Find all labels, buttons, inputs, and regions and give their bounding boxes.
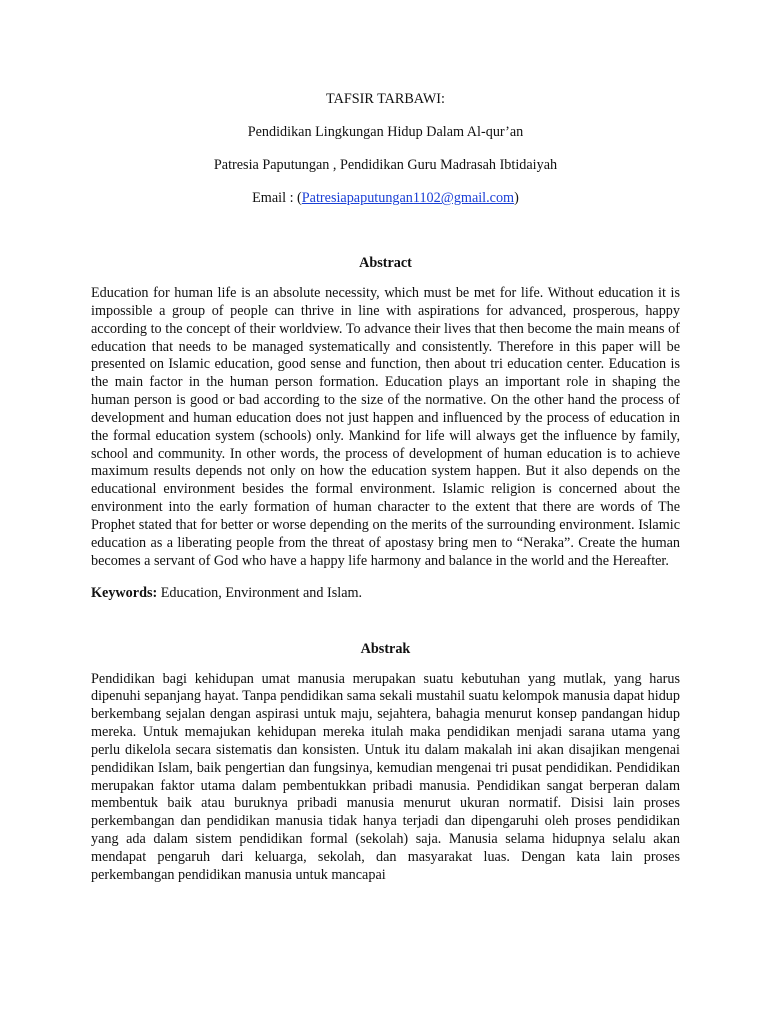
email-suffix: ) <box>514 190 519 206</box>
email-link[interactable]: Patresiapaputungan1102@gmail.com <box>301 190 515 206</box>
abstrak-text: Pendidikan bagi kehidupan umat manusia merupakan suatu kebutuhan yang mutlak, yang harus dipenuhi sepanjang hayat. Tanpa pendidikan sama sekali mustahil suatu kelompok manusia dapat hidup berkembang sejalan dengan aspirasi untuk maju, sejahtera, bahagia menurut konsep pandangan hidup mereka. Untuk memajukan kehidupan mereka itulah maka pendidikan menjadi sarana utama yang perlu dikelola secara sistematis dan konsisten. Untuk itu dalam makalah ini akan disajikan mengenai pendidikan Islam, baik pengertian dan fungsinya, kemudian mengenai tri pusat pendidikan. Pendidikan merupakan faktor utama dalam pembentukkan pribadi manusia. Pendidikan sangat berperan dalam membentuk baik atau buruknya pribadi manusia menurut ukuran normatif. Disisi lain proses perkembangan dan pendidikan manusia tidak hanya terjadi dan dipengaruhi oleh proses pendidikan yang ada dalam sistem pendidikan formal (sekolah) saja. Manusia selama hidupnya selalu akan mendapat pengaruh dari keluarga, sekolah, dan masyarakat luas. Dengan kata lain proses perkembangan pendidikan manusia untuk mancapai <box>91 670 680 883</box>
email-prefix: Email : ( <box>252 190 302 206</box>
abstrak-heading: Abstrak <box>360 640 411 657</box>
paper-title: TAFSIR TARBAWI: <box>326 91 445 107</box>
paper-subtitle: Pendidikan Lingkungan Hidup Dalam Al-qur’an <box>247 124 524 140</box>
abstract-heading: Abstract <box>359 255 412 271</box>
keywords-label: Keywords: <box>91 584 158 601</box>
author-line: Patresia Paputungan , Pendidikan Guru Madrasah Ibtidaiyah <box>213 157 558 173</box>
keywords-line <box>91 584 680 602</box>
abstract-text: Education for human life is an absolute necessity, which must be met for life. Without education it is impossible a group of people can thrive in line with aspirations for advanced, prosperous, happy according to the concept of their worldview. To advance their lives that then become the main means of education that needs to be managed systematically and consistently. Therefore in this paper will be presented on Islamic education, good sense and function, then about tri education center. Education is the main factor in the human person formation. Education plays an important role in shaping the human person is good or bad according to the size of the normative. On the other hand the process of development and human education does not just happen and influenced by the process of education in the formal education system (schools) only. Mankind for life will always get the influence by family, school and community. In other words, the process of development of human education is to achieve maximum results depends not only on how the education system happen. But it also depends on the educational environment besides the formal environment. Islamic religion is concerned about the environment into the early formation of human character to the extent that there are words of The Prophet stated that for better or worse depending on the merits of the surrounding environment. Islamic education as a liberating people from the threat of apostasy bring men to “Neraka”. Create the human becomes a servant of God who have a happy life harmony and balance in the world and the Hereafter. <box>91 285 680 569</box>
email-line <box>91 189 680 207</box>
keywords-value: Education, Environment and Islam. <box>157 584 363 601</box>
